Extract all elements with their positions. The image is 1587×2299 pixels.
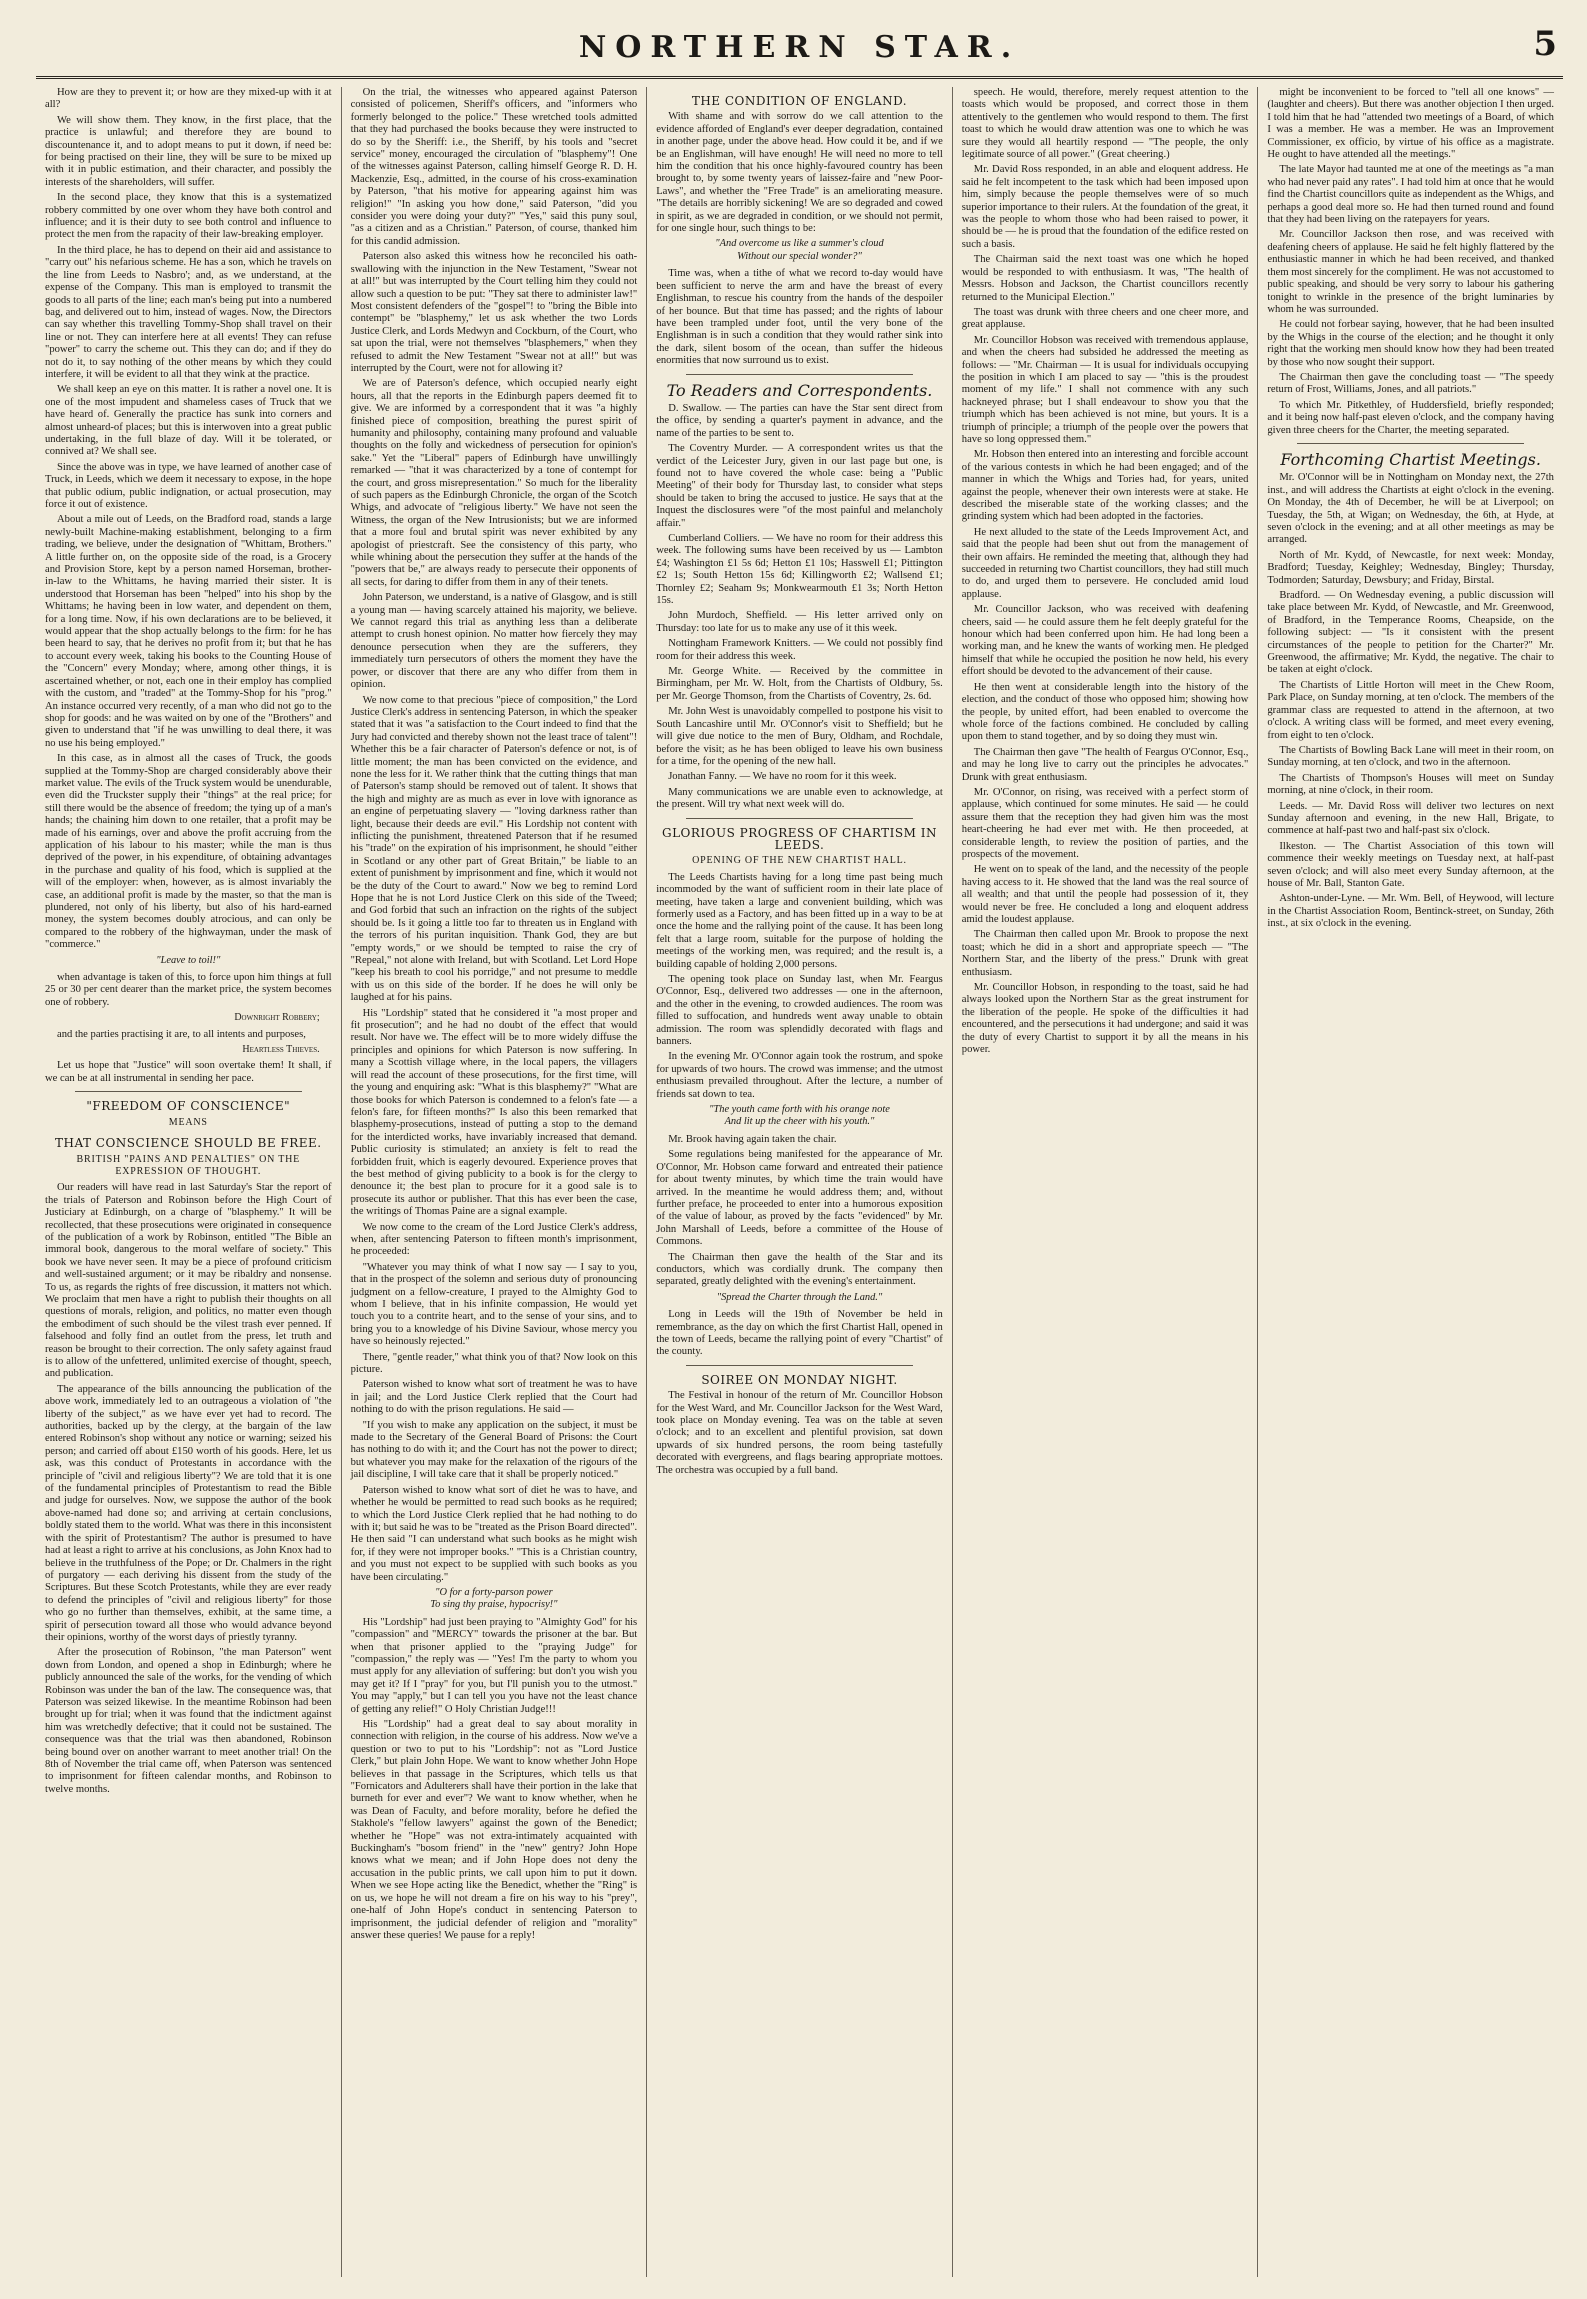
quotation: "Leave to toil!" xyxy=(156,954,221,966)
paragraph: In the evening Mr. O'Connor again took the rostrum, and spoke for upwards of two hours. The crowd was immense; and the utmost enthusiasm prevailed throughout. After the lecture, a number of friends sat down to tea. xyxy=(656,1051,943,1100)
paragraph: His "Lordship" had a great deal to say about morality in connection with religion, in the course of his address. Now we've a question or two to put to his "Lordship": not as "Lord Justice Clerk," but plain John Hope. We want to know whether John Hope believes in that passage in the Scriptures, which tells us that "Fornicators and Adulterers shall have their portion in the lake that burneth for ever and ever"? We want to know whether, when he was Dean of Faculty, and before morality, before he defied the Stakhole's "fellow lawyers" against the gown of the Benedict; whether he "Hope" was not extra-intimately acquainted with Buckingham's "bosom friend" in the "new" gentry? John Hope knows what we mean; and if John Hope does not deny the accusation in the public prints, we call upon him to put it down. When we see Hope acting like the Benedict, whether the "Ring" is on us, we hope he will not dream a fire on his way to his "prey", one-half of John Hope's conduct in sentencing Paterson to imprisonment, the judicial defender of religion and "morality" answer these queries! We pause for a reply! xyxy=(350,1719,638,1941)
paragraph: To which Mr. Pitkethley, of Huddersfield, briefly responded; and it being now half-past eleven o'clock, and the company having given three cheers for the Charter, the meeting separated. xyxy=(1267,399,1554,436)
section-heading: GLORIOUS PROGRESS OF CHARTISM IN LEEDS. xyxy=(662,825,937,852)
meeting-notice: The Chartists of Thompson's Houses will meet on Sunday morning, at nine o'clock, in their room. xyxy=(1267,772,1554,797)
section-subheading: BRITISH "PAINS AND PENALTIES" ON THE EXPRESSION OF THOUGHT. xyxy=(76,1153,301,1177)
paragraph: The Chairman then gave "The health of Feargus O'Connor, Esq., and may he long live to carry out the principles he advocates." Drunk with great enthusiasm. xyxy=(961,746,1249,783)
paragraph: Mr. David Ross responded, in an able and eloquent address. He said he felt incompetent to the task which had been imposed upon him, simply because the people themselves were of so much superior importance to their rulers. At the foundation of the great, it was the people to whom those who had been raised to power, it should be — he is proud that the foundation of the edifice rested on such a basis. xyxy=(961,164,1249,250)
column-5 xyxy=(1258,87,1563,2277)
paragraph: Paterson wished to know what sort of diet he was to have, and whether he would be permitted to read such books as he required; to which the Lord Justice Clerk replied that he had nothing to do with it; but said he was to be "treated as the Prison Board directed". He then said "I can understand what such books as he might wish for, if they were not improper books." "This is a Christian country, and you must not expect to be supplied with such books as you have been circulating." xyxy=(350,1484,638,1583)
masthead xyxy=(36,18,1563,79)
notice: The Coventry Murder. — A correspondent writes us that the verdict of the Leicester Jury, given in our last page but one, is found not to have covered the whole case: being a "Public Meeting" of their body for Thursday last, to consider what steps should be taken to bring the accused to justice. He says that at the Inquest the disclosures were "of the most painful and melancholy affair." xyxy=(656,443,943,529)
page-number: 5 xyxy=(1533,24,1557,64)
emphasis-line: Downright Robbery; xyxy=(234,1012,320,1024)
quoted-paragraph: "If you wish to make any application on the subject, it must be made to the Secretary of the General Board of Prisons: the Court has nothing to do with it; and the Court has not the power to direct; but whatever you may make for the relaxation of the rigours of the jail discipline, I will take care that it shall be properly noticed." xyxy=(350,1419,638,1481)
paragraph: About a mile out of Leeds, on the Bradford road, stands a large newly-built Machine-making establishment, belonging to a firm trading, we believe, under the designation of "Whittam, Brothers." A little further on, on the opposite side of the road, is a Grocery and Provision Store, kept by a person named Horseman, brother-in-law to the Whittams, he having married their sister. It is understood that Horseman has been "helped" into his shop by the Whittams; he having been in low water, and dependent on them, for a long time. Now, if his own declarations are to be believed, it would appear that the shop actually belongs to the firm: for he has been heard to say, that he derives no profit from it; but that he has to account every week, taking his books to the Counting House of the "Concern" every Monday; where, among other things, it is ascertained whether, or not, each one in their employ has complied with the custom, and "traded" at the Tommy-Shop for his "prog." An instance occurred very recently, of a man who did not go to the shop for goods: and he was waited on by one of the "Brothers" and given to understand that "if he was unwilling to deal there, it was no use his being employed." xyxy=(45,514,332,749)
paragraph: speech. He would, therefore, merely request attention to the toasts which would be proposed, and correct those in them attentively to the gentlemen who would respond to them. The first toast to which he would draw attention was one to which he was sure they would all heartily respond — "The people, the only legitimate source of all power." (Great cheering.) xyxy=(961,87,1249,161)
verse xyxy=(656,238,943,263)
paragraph: Long in Leeds will the 19th of November be held in remembrance, as the day on which the first Chartist Hall, opened in the town of Leeds, became the rallying point of every "Chartist" of the county. xyxy=(656,1309,943,1358)
paragraph: The opening took place on Sunday last, when Mr. Feargus O'Connor, Esq., delivered two addresses — one in the afternoon, and the other in the evening, to crowded audiences. The room was filled to suffocation, and hundreds went away unable to obtain admission. The room was splendidly decorated with flags and banners. xyxy=(656,974,943,1048)
meeting-notice: The Chartists of Little Horton will meet in the Chew Room, Park Place, on Sunday morning, at ten o'clock. The members of the grammar class are requested to attend in the afternoon, at two o'clock. A writing class will be formed, and meet every evening, from eight to ten o'clock. xyxy=(1267,679,1554,741)
meeting-notice: The Chartists of Bowling Back Lane will meet in their room, on Sunday morning, at ten o'clock, and two in the afternoon. xyxy=(1267,744,1554,769)
paragraph: Paterson wished to know what sort of treatment he was to have in jail; and the Lord Justice Clerk replied that the Court had nothing to do with the prison regulations. He said — xyxy=(350,1379,638,1416)
newspaper-title: NORTHERN STAR. xyxy=(578,29,1021,65)
paragraph: We are of Paterson's defence, which occupied nearly eight hours, all that the reports in the Edinburgh papers deemed fit to give. We are informed by a correspondent that it was "a highly finished piece of composition, breathing the purest spirit of humanity and philosophy, containing many profound and valuable thoughts on the folly and wickedness of persecution for opinion's sake." Yet the "Liberal" papers of Edinburgh have unwillingly remarked — "that it was characterized by a tone of contempt for the court, and gross misrepresentation." So much for the liberality of such papers as the Edinburgh Chronicle, the organ of the Scotch Whigs, and advocate of "religious liberty." We have not seen the Witness, the organ of the New Intrusionists; but we are informed that a more foul and brutal spirit was never exhibited by any apologist of priestcraft. See the consistency of this party, who while whining about the persecution they suffer at the hands of the "powers that be," are always ready to persecute their opponents of all sects, for daring to differ from them in any of their tenets. xyxy=(350,378,638,588)
quotation: "Spread the Charter through the Land." xyxy=(716,1291,883,1303)
paragraph: His "Lordship" stated that he considered it "a most proper and fit prosecution"; and he had no doubt of the effect that would result. Nor have we. The effect will be to more widely diffuse the principles and opinions for which Paterson is now suffering. In many a Scottish village where, in the local papers, the villagers will read the account of these prosecutions, for the first time, will the young and enquiring ask: "What is this blasphemy?" "What are those books for which Paterson is condemned to a felon's fate — a felon's fare, for fifteen months?" Is also this been remarked that blasphemy-prosecutions, instead of putting a stop to the demand for the interdicted works, have invariably increased that demand. Public curiosity is stimulated; an anxiety is felt to read the forbidden fruit, which is eagerly devoured. Experience proves that the best method of giving publicity to a book is for the clergy to denounce it; the best plan to procure for it a good sale is to prosecute its author or publisher. That this has ever been the case, the writings of Thomas Paine are a signal example. xyxy=(350,1007,638,1218)
meeting-notice: Bradford. — On Wednesday evening, a public discussion will take place between Mr. Kydd, of Newcastle, and Mr. Greenwood, of Bradford, in the Temperance Rooms, Cheapside, on the following subject: — "Is it consistent with the present circumstances of the people to petition for the Charter?" Mr. Greenwood, the affirmative; Mr. Kydd, the negative. The chair to be taken at eight o'clock. xyxy=(1267,590,1554,676)
paragraph: The Leeds Chartists having for a long time past being much incommoded by the want of sufficient room in their late place of meeting, have taken a large and convenient building, which was formerly used as a Factory, and has been fitted up in a way to be at once the home and the rallying point of the cause. It has been long felt that a large room, suitable for the purpose of holding the meetings of the working men, was required; and the result is, a building capable of holding 2,000 persons. xyxy=(656,871,943,970)
divider xyxy=(686,1365,913,1366)
paragraph: The toast was drunk with three cheers and one cheer more, and great applause. xyxy=(961,306,1249,331)
notice: D. Swallow. — The parties can have the Star sent direct from the office, by sending a quarter's payment in advance, and the name of the parties to be sent to. xyxy=(656,402,943,439)
paragraph: The appearance of the bills announcing the publication of the above work, immediately led to an outrageous a violation of "the liberty of the subject," as we have ever yet had to record. The authorities, backed up by the clergy, at the bargain of the law entered Robinson's shop without any notice or warning; seized his person; and carried off about £150 worth of his goods. Here, let us ask, was this conduct of Protestants in accordance with the principle of "civil and religious liberty"? We are told that it is one of the fundamental principles of Protestantism to read the Bible and judge for ourselves. Now, we suppose the author of the book above-named had done so; and arriving at certain conclusions, boldly stated them to the world. What was there in this inconsistent with the spirit of Protestantism? The author is presumed to have had at least a right to arrive at his conclusions, as John Knox had to believe in the truthfulness of the Pope; or Dr. Chalmers in the right of purgatory — each deriving his dissent from the study of the Scriptures. But these Scotch Protestants, while they are ever ready to defend the principles of "civil and religious liberty" for those who go no further than themselves, exhibit, at the same time, a spirit of persecution toward all those who would advance beyond their opinions, worthy of the worst days of priestly tyranny. xyxy=(45,1383,332,1643)
paragraph: We now come to that precious "piece of composition," the Lord Justice Clerk's address in sentencing Paterson, in which the speaker stated that it was "a satisfaction to the Court indeed to find that the Jury had convicted and thereby shown not the least trace of talent"! Whether this be a fair character of Paterson's defence or not, is of little moment; the man has been convicted on the evidence, and none the less for it. We rather think that the cutting things that man of Paterson's stamp should be removed out of talent. It shows that the high and mighty are as much as ever in love with ignorance as an engine of perpetuating slavery — "loving darkness rather than light, because their deeds are evil." His Lordship not content with inflicting the punishment, threatened Paterson that if he resumed his "trade" on the expiration of his imprisonment, he should "either in Scotland or any other part of Great Britain," be liable to an extent of punishment by imprisonment and fine, which it would not be the duty of the Court to award." Now we beg to remind Lord Hope that he is not Lord Justice Clerk on this side of the Tweed; and God forbid that such an infraction on the rights of the subject should be. Is it going a little too far to threaten us in England with the terrors of his puritan inquisition. Thank God, they are but "empty words," or we should be tempted to raise the cry of "Repeal," not alone with Ireland, but with Scotland. Let Lord Hope "keep his breath to cool his porridge," and not presume to meddle with us on this side of the border. If he does he will only be laughed at for his pains. xyxy=(350,694,638,1004)
section-heading: "FREEDOM OF CONSCIENCE" xyxy=(86,1099,291,1114)
paragraph: There, "gentle reader," what think you of that? Now look on this picture. xyxy=(350,1351,638,1376)
paragraph: On the trial, the witnesses who appeared against Paterson consisted of policemen, Sheriff's officers, and "informers who formerly belonged to the police." These wretched tools admitted that they had purchased the books because they were instructed to do so by the Sheriff: i.e., the Sheriff, by his tools and "secret service" money, encouraged the circulation of "blasphemy"! One of the witnesses against Paterson, calling himself George R. D. H. Mackenzie, Esq., admitted, in the course of his cross-examination by Paterson, "that his motive for appearing against him was religion!" "In asking you how done," said Paterson, "did you consider you were doing your duty?" "Yes," said this puny soul, "as a citizen and as a Christian." Paterson, of course, thanked him for this candid admission. xyxy=(350,87,638,247)
meeting-notice: North of Mr. Kydd, of Newcastle, for next week: Monday, Bradford; Tuesday, Keighley; Wednesday, Bingley; Thursday, Todmorden; Saturday, Dewsbury; and Friday, Birstal. xyxy=(1267,549,1554,586)
paragraph: Mr. Councillor Hobson was received with tremendous applause, and when the cheers had subsided he addressed the meeting as follows: — "Mr. Chairman — It is usual for individuals occupying the position in which I am placed to say — "this is the proudest moment of my life." I shall not commence with any such hackneyed phrase; but I shall endeavour to show you that the triumph which has been achieved is not mine, but yours. It is a triumph of principle; a triumph of the people over the powers that have so long oppressed them." xyxy=(961,334,1249,445)
paragraph: He then went at considerable length into the history of the election, and the conduct of those who opposed him; showing how the people, by united effort, had been enabled to overcome the whole force of the factions combined. He concluded by calling upon them to stand together, and by so doing they must win. xyxy=(961,681,1249,743)
section-subheading: OPENING OF THE NEW CHARTIST HALL. xyxy=(692,855,907,867)
verse-line: "The youth came forth with his orange note xyxy=(709,1104,890,1116)
paragraph: Let us hope that "Justice" will soon overtake them! It shall, if we can be at all instrumental in sending her pace. xyxy=(45,1060,332,1084)
verse xyxy=(351,1587,638,1612)
section-heading: SOIREE ON MONDAY NIGHT. xyxy=(701,1372,898,1387)
emphasis-line: Heartless Thieves. xyxy=(242,1044,320,1056)
divider xyxy=(1297,443,1524,444)
paragraph: Paterson also asked this witness how he reconciled his oath-swallowing with the injunction in the New Testament, "Swear not at all!" but was interrupted by the Court telling him they could not allow such a question to be put: "They sat there to administer law!" Most consistent defenders of the "gospel"! to "bring the Bible into contempt" be "blasphemy," let us ask whether the two Lords Justice Clerk, and Lords Medwyn and Cockburn, of the Court, who sat upon the trial, were not themselves "blasphemers," when they refused to admit the New Testament "Swear not at all!" but was interrupted by the Court, were not for allowing it? xyxy=(350,251,638,374)
verse-line: "And overcome us like a summer's cloud xyxy=(715,238,884,250)
paragraph: John Paterson, we understand, is a native of Glasgow, and is still a young man — having scarcely attained his majority, we believe. We cannot regard this trial as anything less than a deliberate attempt to crush honest opinion. No matter how fiercely they may denounce persecution when they are the sufferers, they immediately turn persecutors of others the moment they have the power, or discover that there are any who differ from them in opinion. xyxy=(350,592,638,691)
paragraph: We now come to the cream of the Lord Justice Clerk's address, when, after sentencing Paterson to fifteen month's imprisonment, he proceeded: xyxy=(350,1221,638,1258)
paragraph: Mr. O'Connor, on rising, was received with a perfect storm of applause, which continued for some minutes. He said — he could assure them that the reception they had given him was the most heart-cheering he had ever met with. He then proceeded, at considerable length, to review the position of parties, and the prospects of the movement. xyxy=(961,786,1249,860)
notice: Cumberland Colliers. — We have no room for their address this week. The following sums have been received by us — Lambton £4; Washington £1 5s 6d; Hetton £1 10s; Hasswell £1; Pittington £2 1s; South Hetton 15s 6d; Killingworth £2; Wallsend £1; Thornley £2; Seaham 9s; Monkwearmouth £1 3s; North Hetton 15s. xyxy=(656,533,943,607)
paragraph: In the third place, he has to depend on their aid and assistance to "carry out" his nefarious scheme. He has a son, which he travels on the line from Leeds to Nasbro'; and, as we understand, at the expense of the Company. This man is employed to transmit the goods to all parts of the line; each man's being put into a numbered bag, and delivered out to him, instead of wages. Now, the Directors can say whether this travelling Tommy-Shop shall travel on their line or not. They can interfere here at all events! They can refuse "power" to carry the scheme out. This they can do; and if they do not do it, to say nothing of the other means by which they could interfere, it will be evident to all that they wink at the practice. xyxy=(45,244,332,380)
verse-line: To sing thy praise, hypocrisy!" xyxy=(430,1599,558,1611)
paragraph: Mr. Councillor Hobson, in responding to the toast, said he had always looked upon the Northern Star as the great instrument for the liberation of the people. He spoke of the difficulties it had encountered, and the persecutions it had undergone; and said it was the duty of every Chartist to support it by all the means in his power. xyxy=(961,982,1249,1056)
correspondents-heading: To Readers and Correspondents. xyxy=(666,380,933,400)
meeting-notice: Mr. O'Connor will be in Nottingham on Monday next, the 27th inst., and will address the Chartists at eight o'clock in the evening. On Monday, the 4th of December, he will be at Liverpool; on Tuesday, the 5th, at Wigan; on Wednesday, the 6th, at Hyde, at seven o'clock in the evening; and at all other meetings as may be arranged. xyxy=(1267,472,1554,546)
paragraph: Mr. Councillor Jackson, who was received with deafening cheers, said — he could assure them he felt deeply grateful for the honour which had been conferred upon him. He had long been a working man, and he knew the wants of working men. He pledged himself that while he occupied the position he now held, his every effort should be devoted to the advancement of their cause. xyxy=(961,604,1249,678)
notice: John Murdoch, Sheffield. — His letter arrived only on Thursday: too late for us to make any use of it this week. xyxy=(656,610,943,634)
paragraph: In the second place, they know that this is a systematized robbery committed by one over whom they have both control and influence; and it is their duty to see both control and influence to protect the men from the rapacity of their law-breaking employer. xyxy=(45,192,332,241)
column-2 xyxy=(342,87,648,2277)
paragraph: He could not forbear saying, however, that he had been insulted by the Whigs in the course of the election; and he thought it only right that the working men should know how they had been treated by those who now sought their support. xyxy=(1267,319,1554,368)
paragraph: We will show them. They know, in the first place, that the practice is unlawful; and therefore they are bound to discountenance it, and to adopt means to put it down, if need be: for being practised on their line, they will be sure to be mixed up with it in public estimation, and their character, and possibly the interests of the shareholders, will suffer. xyxy=(45,114,332,188)
divider xyxy=(75,1091,302,1092)
notice: Mr. George White. — Received by the committee in Birmingham, per Mr. W. Holt, from the Chartists of Oldbury, 5s. per Mr. George Thomson, from the Chartists of Coventry, 2s. 6d. xyxy=(656,666,943,702)
column-3 xyxy=(647,87,953,2277)
notice: Many communications we are unable even to acknowledge, at the present. Will try what next week will do. xyxy=(656,786,943,811)
paragraph: The Festival in honour of the return of Mr. Councillor Hobson for the West Ward, and Mr. Councillor Jackson for the West Ward, took place on Monday evening. Tea was on the table at seven o'clock; and to an excellent and plentiful provision, sat down upwards of six hundred persons, the room being tastefully decorated with evergreens, and flags bearing appropriate mottoes. The orchestra was occupied by a full band. xyxy=(656,1390,943,1476)
verse-line: Without our special wonder?" xyxy=(737,250,862,262)
paragraph: might be inconvenient to be forced to "tell all one knows" — (laughter and cheers). But there was another objection I then urged. I told him that he had "attended two meetings of a Board, of which I was a member. He was a member. He was an Improvement Commissioner, ex officio, by virtue of his office as a magistrate. He ought to have attended all the meetings." xyxy=(1267,87,1554,161)
paragraph: Mr. Brook having again taken the chair. xyxy=(668,1133,837,1145)
meetings-heading: Forthcoming Chartist Meetings. xyxy=(1280,449,1541,469)
columns xyxy=(36,87,1563,2277)
paragraph: The Chairman said the next toast was one which he hoped would be responded to with enthusiasm. It was, "The health of Messrs. Hobson and Jackson, the Chartist councillors recently returned to the Municipal Election." xyxy=(961,254,1249,303)
paragraph: Mr. Councillor Jackson then rose, and was received with deafening cheers of applause. He said he felt highly flattered by the enthusiastic manner in which he had been received, and thanked them most sincerely for the compliment. He was not accustomed to public speaking, and should be very sorry to labour his gathering tonight to wrinkle in the presence of the bright luminaries by whom he was surrounded. xyxy=(1267,229,1554,315)
paragraph: How are they to prevent it; or how are they mixed-up with it at all? xyxy=(45,87,332,111)
paragraph: The Chairman then gave the health of the Star and its conductors, which was cordially drunk. The company then separated, greatly delighted with the evening's entertainment. xyxy=(656,1251,943,1288)
paragraph: The Chairman then gave the concluding toast — "The speedy return of Frost, Williams, Jones, and all patriots." xyxy=(1267,371,1554,396)
paragraph: In this case, as in almost all the cases of Truck, the goods supplied at the Tommy-Shop are charged considerably above their market value. The evils of the Truck system would be unendurable, even did the Truckster supply their "things" at the real price; for still there would be the absence of freedom; the tying up of a man's hands; the chaining him down to one retailer, that a profit may be made of his earnings, over and above the profit accruing from the application of his labour to his master; while the man is thus deprived of the power, in his expenditure, of obtaining advantages in the purchase and quality of his food, which is supplied at the will of the employer: when, however, as is almost invariably the case, an additional profit is made by the master, so that the man is plundered, not only of his liberty, but also of his hard-earned money, the system becomes doubly atrocious, and can only be compared to the robbery of the highwayman, under the mask of "commerce." xyxy=(45,753,332,951)
paragraph: Time was, when a tithe of what we record to-day would have been sufficient to nerve the arm and have the breast of every Englishman, to rescue his country from the hands of the despoiler of her bounce. But that time has passed; and the rights of labour have been trampled under foot, until the very bone of the Englishman is in such a condition that they would rather sink into the dark, silent bosom of the ocean, than suffer the hideous enormities that now surround us to exist. xyxy=(656,268,943,367)
section-heading: THE CONDITION OF ENGLAND. xyxy=(691,94,908,108)
paragraph: We shall keep an eye on this matter. It is rather a novel one. It is one of the most impudent and shameless cases of Truck that we have heard of. Generally the practice has sunk into corners and almost unheard-of places; but this is interwoven into a great public undertaking, in the full blaze of day. Will it be tolerated, or connived at? We shall see. xyxy=(45,384,332,458)
paragraph: He went on to speak of the land, and the necessity of the people having access to it. He showed that the land was the real source of all wealth; and that until the people had possession of it, they would never be free. He concluded a long and eloquent address amid the loudest applause. xyxy=(961,864,1249,925)
paragraph: With shame and with sorrow do we call attention to the evidence afforded of England's ever deeper degradation, contained in another page, under the above head. How could it be, and if we be an Englishman, will have enough! He will need no more to tell him the condition that his once highly-favoured country has been brought to, by some twenty years of laissez-faire and "new Poor-Laws", and whether the "Free Trade" is an ameliorating measure. "The details are horribly sickening! We are so degraded and cowed in spirit, as we are degraded in condition, or we should not permit, for one single hour, such things to be: xyxy=(656,111,943,235)
section-heading: THAT CONSCIENCE SHOULD BE FREE. xyxy=(54,1136,322,1151)
paragraph: After the prosecution of Robinson, "the man Paterson" went down from London, and opened a shop in Edinburgh; where he publicly announced the sale of the works, for the vending of which Robinson was under the ban of the law. The consequence was, that Paterson was seized likewise. In the meantime Robinson had been brought up for trial; when it was found that the indictment against him was wretchedly defective; that it could not be sustained. The consequence was that the trial was then abandoned, Robinson being bound over on another warrant to meet another trial! On the 8th of November the trial came off, when Paterson was sentenced to imprisonment for fifteen calendar months, and Robinson to twelve months. xyxy=(45,1647,332,1795)
paragraph: Some regulations being manifested for the appearance of Mr. O'Connor, Mr. Hobson came forward and entreated their patience for about twenty minutes, by which time the train would have arrived. In the meantime he would address them; and, without further preface, he proceeded to enter into a humorous exposition of the value of labour, as proved by the facts "evidenced" by Mr. John Marshall of Leeds, before a committee of the House of Commons. xyxy=(656,1149,943,1248)
paragraph: He next alluded to the state of the Leeds Improvement Act, and said that the people had been shut out from the management of their own affairs. He reminded the meeting that, although they had succeeded in returning two Chartist councillors, they had still much to do, and urged them to persevere. He concluded amid loud applause. xyxy=(961,526,1249,600)
verse-line: And lit up the cheer with his youth." xyxy=(724,1116,875,1128)
divider xyxy=(686,818,913,819)
notice: Mr. John West is unavoidably compelled to postpone his visit to South Lancashire until Mr. O'Connor's visit to Sheffield; but he will give due notice to the men of Bury, Oldham, and Rochdale, before the visit; as he has been obliged to leave his own business for a time, for the opening of the new hall. xyxy=(656,706,943,767)
meeting-notice: Leeds. — Mr. David Ross will deliver two lectures on next Sunday afternoon and evening, in the new Hall, Brigate, to commence at half-past two and half-past six o'clock. xyxy=(1267,800,1554,837)
paragraph: Since the above was in type, we have learned of another case of Truck, in Leeds, which we deem it necessary to expose, in the hope that public odium, public indignation, or actual prosecution, may force it out of existence. xyxy=(45,461,332,510)
notice: Jonathan Fanny. — We have no room for it this week. xyxy=(668,771,897,783)
divider xyxy=(686,374,913,375)
column-4 xyxy=(953,87,1259,2277)
paragraph: His "Lordship" had just been praying to "Almighty God" for his "compassion" and "MERCY" towards the prisoner at the bar. But when that prisoner applied to the "praying Judge" for "compassion," the reply was — "Yes! I'm the party to whom you must apply for any alleviation of suffering: but don't you wish you may get it? If I "pray" for you, but I'll punish you to the utmost." You may "apply," but I can tell you you have not the least chance of getting any relief!" O Holy Christian Judge!!! xyxy=(350,1616,638,1715)
meeting-notice: Ashton-under-Lyne. — Mr. Wm. Bell, of Heywood, will lecture in the Chartist Association Room, Bentinck-street, on Sunday, 26th inst., at six o'clock in the evening. xyxy=(1267,893,1554,930)
meeting-notice: Ilkeston. — The Chartist Association of this town will commence their weekly meetings on Tuesday next, at half-past seven o'clock; and will also meet every Sunday afternoon, at the house of Mr. Ball, Stanton Gate. xyxy=(1267,840,1554,889)
paragraph: The Chairman then called upon Mr. Brook to propose the next toast; which he did in a short and appropriate speech — "The Northern Star, and the liberty of the press." Drunk with great enthusiasm. xyxy=(961,929,1249,978)
verse-line: "O for a forty-parson power xyxy=(435,1586,553,1598)
column-1 xyxy=(36,87,342,2277)
paragraph: Our readers will have read in last Saturday's Star the report of the trials of Paterson and Robinson before the High Court of Justiciary at Edinburgh, on a charge of "blasphemy." It will be recollected, that these prosecutions were originated in consequence of the publication of a work by Robinson, entitled "The Bible an immoral book, dangerous to the moral welfare of society." This book we have never seen. It may be a piece of profound criticism and well-sustained argument; or it may be ribaldry and nonsense. To us, as regards the rights of free discussion, it matters not which. We proclaim that men have a right to publish their thoughts on all questions of morals, religion, and politics, no matter even though the embodiment of such should be the vilest trash ever penned. If falsehood and folly find an outlet from the press, let truth and reason be brought to their correction. The only safety against fraud is to allow of the unfettered, unlimited exercise of thought, speech, and publication. xyxy=(45,1182,332,1380)
paragraph: when advantage is taken of this, to force upon him things at full 25 or 30 per cent dearer than the market price, the system becomes one of robbery. xyxy=(45,972,332,1008)
paragraph: Mr. Hobson then entered into an interesting and forcible account of the various contests in which he had been engaged; and of the manner in which the Whigs and Tories had, for years, united against the people, whenever their own interests were at stake. He described the miserable state of the working classes; and the grinding system which had been adopted in the factories. xyxy=(961,449,1249,523)
paragraph: and the parties practising it are, to all intents and purposes, xyxy=(57,1028,306,1040)
section-subheading: MEANS xyxy=(168,1116,208,1128)
quoted-paragraph: "Whatever you may think of what I now say — I say to you, that in the prospect of the solemn and serious duty of pronouncing judgment on a fellow-creature, I prayed to the Almighty God to whom I believe, that in his infinite compassion, He would yet touch you to a contrite heart, and to the sense of your sins, and to bring you to a knowledge of his Divine Saviour, whose mercy you have so heinously rejected." xyxy=(350,1261,638,1348)
notice: Nottingham Framework Knitters. — We could not possibly find room for their address this week. xyxy=(656,638,943,662)
paragraph: The late Mayor had taunted me at one of the meetings as "a man who had never paid any rates". I had told him at once that he would find the Chartist councillors quite as independent as the Whigs, and perhaps a good deal more so. He had then turned round and found that they had been living on the ratepayers for years. xyxy=(1267,164,1554,226)
verse xyxy=(656,1104,943,1129)
